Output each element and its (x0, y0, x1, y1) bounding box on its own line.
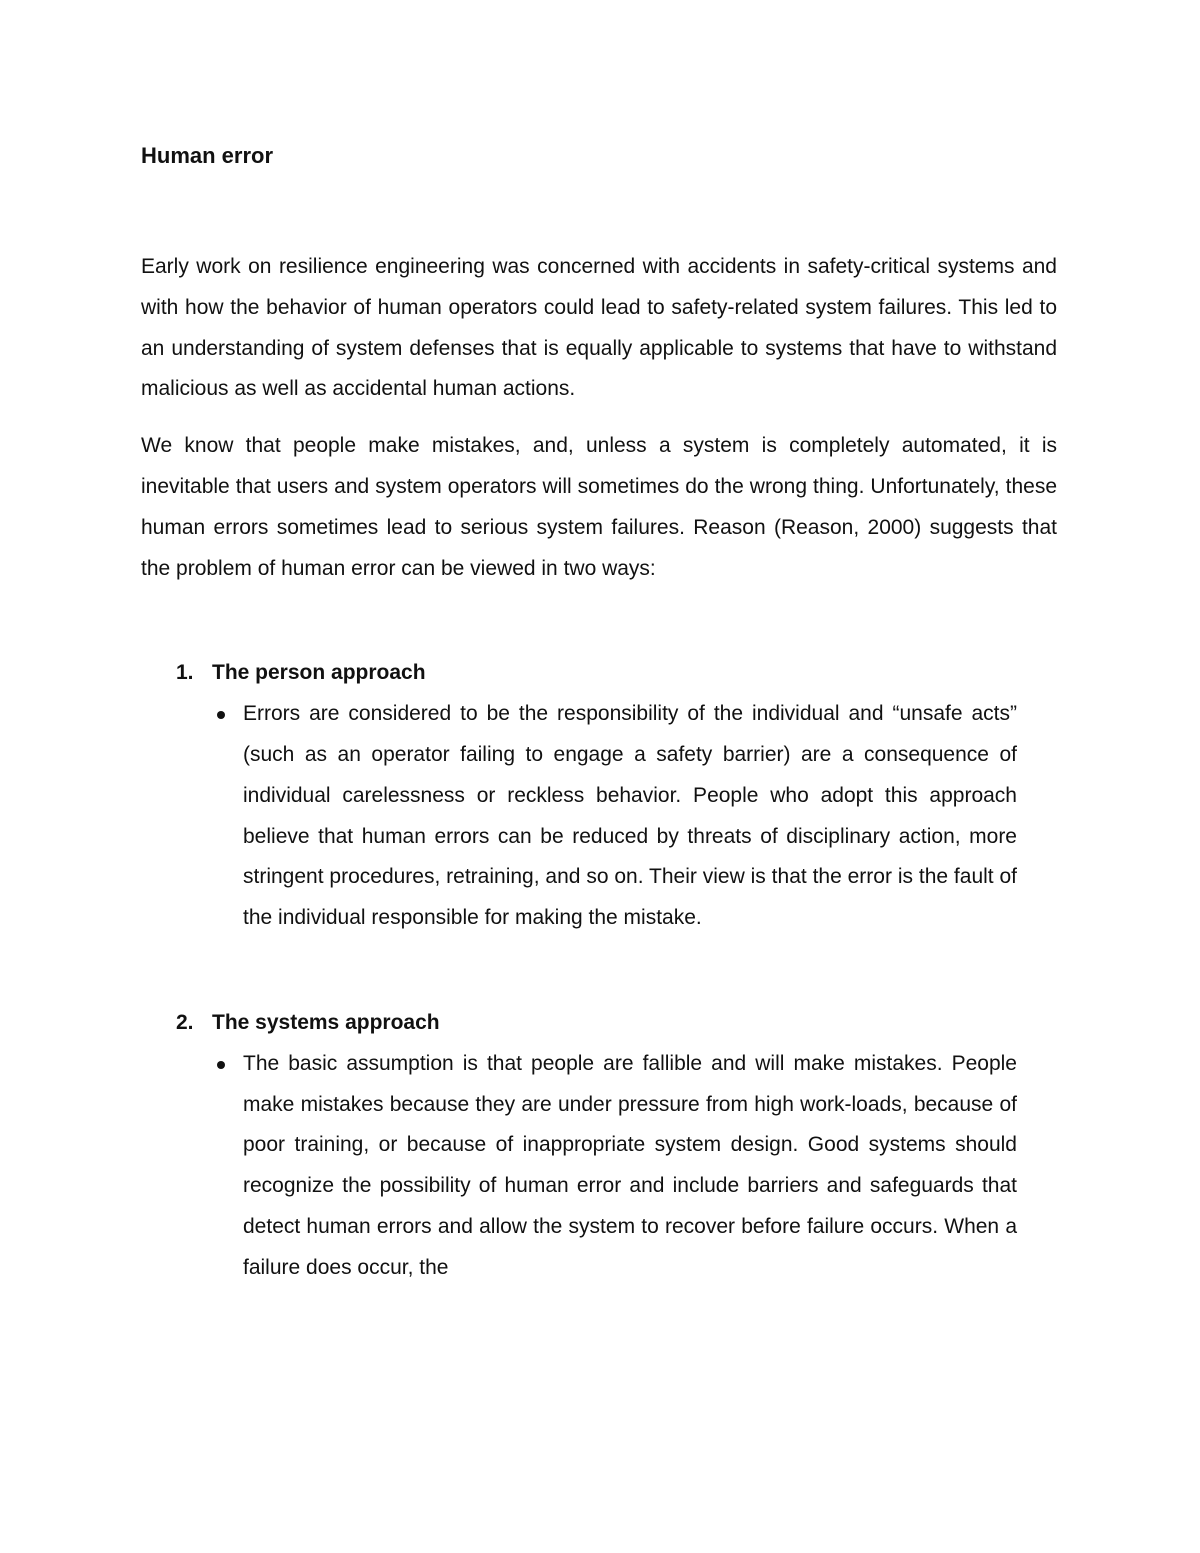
bullet-dot-icon (212, 694, 282, 735)
bullet-dot-icon (212, 1044, 282, 1085)
section-heading (176, 653, 1057, 694)
document-title: Human error (141, 143, 274, 168)
section-systems-approach (176, 1003, 1057, 1289)
bullet-text: The basic assumption is that people are fallible and will make mistakes. People make mistakes because they are under pressure from high work-loads, because of poor training, or because of inappropriate system design. Good systems should recognize the possibility of human error and include barriers and safeguards that detect human errors and allow the system to recover before failure occurs. When a failure does occur, the (243, 1051, 1017, 1279)
section-title: The systems approach (212, 1010, 440, 1034)
context-paragraph: We know that people make mistakes, and, unless a system is completely automated, it is inevitable that users and system operators will sometimes do the wrong thing. Unfortunately, these human errors sometimes lead to serious system failures. Reason (Reason, 2000) suggests that the problem of human error can be viewed in two ways: (141, 434, 1057, 580)
section-person-approach (176, 653, 1057, 939)
section-number: 1. (176, 661, 194, 685)
intro-paragraph: Early work on resilience engineering was concerned with accidents in safety-critical systems and with how the behavior of human operators could lead to safety-related system failures. This led to an understanding of system defenses that is equally applicable to systems that have to withstand malicious as well as accidental human actions. (141, 255, 1057, 401)
bullet-item (212, 694, 1057, 939)
bullet-text: Errors are considered to be the responsibility of the individual and “unsafe acts” (such as an operator failing to engage a safety barrier) are a consequence of individual carelessness or reckless behavior. People who adopt this approach believe that human errors can be reduced by threats of disciplinary action, more stringent procedures, retraining, and so on. Their view is that the error is the fault of the individual responsible for making the mistake. (243, 702, 1017, 930)
section-title: The person approach (212, 661, 426, 685)
document-content (141, 136, 1057, 1289)
section-heading (176, 1003, 1057, 1044)
bullet-item (212, 1044, 1057, 1289)
section-number: 2. (176, 1010, 194, 1034)
